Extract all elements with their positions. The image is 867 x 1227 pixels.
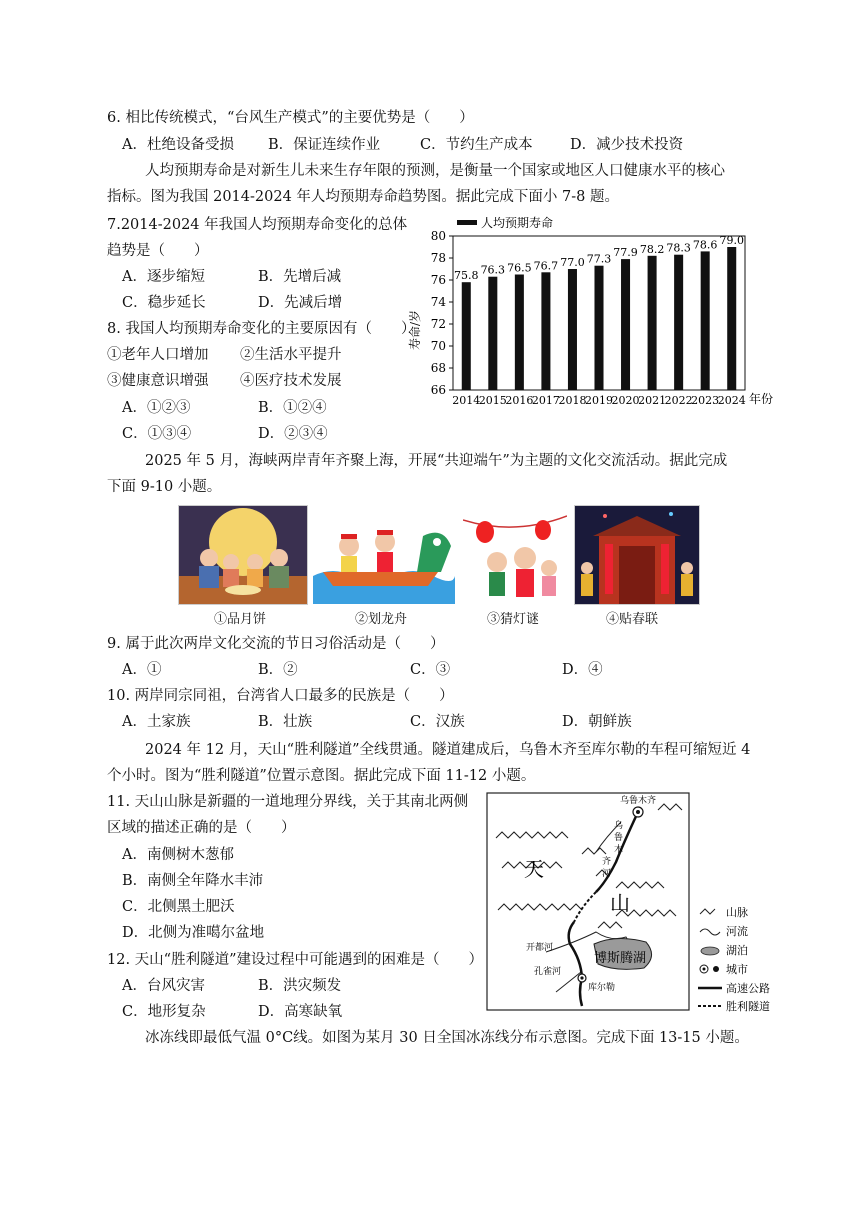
life-expectancy-bar-chart — [405, 212, 785, 412]
x-tick-label: 2014 — [452, 394, 481, 407]
q10-option-b: B．壮族 — [258, 714, 313, 730]
y-tick-label: 70 — [430, 339, 446, 353]
q9-option-c: C．③ — [410, 662, 451, 678]
q12-stem: 12. 天山“胜利隧道”建设过程中可能遇到的困难是（ ） — [107, 952, 483, 968]
q8-item-3: ③健康意识增强 — [107, 373, 209, 389]
q8-item-4: ④医疗技术发展 — [240, 373, 342, 389]
picture-caption-3: ③猜灯谜 — [487, 612, 540, 627]
q9-option-b: B．② — [258, 662, 298, 678]
q11-option-a: A．南侧树木葱郁 — [122, 847, 234, 863]
x-tick-label: 2021 — [638, 394, 667, 407]
q6-stem: 6. 相比传统模式，“台风生产模式”的主要优势是（ ） — [107, 110, 474, 126]
bar-data-label: 76.5 — [507, 261, 532, 275]
q8-option-a: A．①②③ — [122, 400, 191, 416]
bar-data-label: 77.0 — [560, 256, 585, 269]
picture-caption-4: ④贴春联 — [606, 612, 659, 627]
q9-option-a: A．① — [122, 662, 162, 678]
bar-data-label: 76.3 — [480, 263, 506, 277]
q12-option-c: C．地形复杂 — [122, 1004, 206, 1020]
bar-data-label: 75.8 — [454, 269, 479, 283]
map-mountain-char-tian: 天 — [524, 857, 544, 881]
picture-caption-2: ②划龙舟 — [355, 612, 408, 627]
map-mountain-char-shan: 山 — [610, 891, 630, 915]
y-tick-label: 78 — [430, 251, 446, 265]
intro-9-10-line1: 2025 年 5 月，海峡两岸青年齐聚上海，开展“共迎端午”为主题的文化交流活动。据此完成 — [145, 453, 728, 469]
q8-option-b: B．①②④ — [258, 400, 327, 416]
bar — [727, 247, 736, 390]
map-city-urumqi: 乌鲁木齐 — [620, 796, 657, 806]
q11-option-b: B．南侧全年降水丰沛 — [122, 873, 264, 889]
spring-couplet-picture — [574, 505, 700, 605]
x-tick-label: 2019 — [585, 394, 613, 407]
mooncake-picture — [178, 505, 308, 605]
q7-stem-line1: 7.2014-2024 年我国人均预期寿命变化的总体 — [107, 217, 408, 233]
bar-data-label: 77.9 — [613, 246, 638, 260]
q10-option-d: D．朝鲜族 — [562, 714, 632, 730]
lantern-riddle-picture — [462, 505, 568, 605]
dragon-boat-picture — [312, 505, 456, 605]
q8-item-1: ①老年人口增加 — [107, 347, 209, 363]
map-river-kaidu: 开都河 — [526, 943, 554, 953]
q10-option-c: C．汉族 — [410, 714, 465, 730]
map-river-char-3: 木 — [614, 845, 624, 855]
bar — [594, 266, 603, 390]
q8-stem: 8. 我国人均预期寿命变化的主要原因有（ ） — [107, 321, 416, 337]
y-tick-label: 74 — [430, 295, 446, 309]
bar — [488, 277, 497, 390]
intro-11-12-line2: 个小时。图为“胜利隧道”位置示意图。据此完成下面 11-12 小题。 — [107, 768, 536, 784]
legend-swatch — [457, 220, 477, 225]
map-river-char-1: 乌 — [614, 821, 624, 831]
bar-data-label: 77.3 — [586, 252, 612, 266]
y-axis-label: 寿命/岁 — [408, 309, 422, 351]
x-axis-label: 年份 — [749, 392, 774, 406]
q6-option-d: D．减少技术投资 — [570, 137, 684, 153]
q8-option-d: D．②③④ — [258, 426, 328, 442]
x-tick-label: 2020 — [611, 394, 640, 407]
q6-option-a: A．杜绝设备受损 — [122, 137, 234, 153]
q8-item-2: ②生活水平提升 — [240, 347, 342, 363]
q11-option-d: D．北侧为准噶尔盆地 — [122, 925, 265, 941]
bar — [541, 272, 550, 390]
victory-tunnel-map — [486, 792, 778, 1014]
bar — [674, 255, 683, 390]
q11-stem-line1: 11. 天山山脉是新疆的一道地理分界线，关于其南北两侧 — [107, 794, 469, 810]
q12-option-d: D．高寒缺氧 — [258, 1004, 343, 1020]
bar — [701, 251, 710, 390]
x-tick-label: 2022 — [664, 394, 693, 407]
q11-stem-line2: 区域的描述正确的是（ ） — [107, 820, 296, 836]
q10-option-a: A．土家族 — [122, 714, 191, 730]
bar-data-label: 78.3 — [666, 241, 691, 255]
q11-option-c: C．北侧黑土肥沃 — [122, 899, 235, 915]
intro-7-8-line2: 指标。图为我国 2014-2024 年人均预期寿命趋势图。据此完成下面小 7-8 题。 — [107, 189, 619, 205]
legend-city: 城市 — [726, 963, 748, 976]
q7-option-d: D．先减后增 — [258, 295, 343, 311]
bar-data-label: 78.6 — [692, 238, 718, 252]
legend-tunnel: 胜利隧道 — [726, 1000, 770, 1013]
bar — [648, 256, 657, 390]
q7-stem-line2: 趋势是（ ） — [107, 243, 209, 259]
map-city-korla: 库尔勒 — [588, 983, 616, 993]
map-lake-bosten: 博斯腾湖 — [594, 951, 647, 966]
bar — [568, 269, 577, 390]
legend-highway: 高速公路 — [726, 982, 770, 995]
q8-option-c: C．①③④ — [122, 426, 192, 442]
bar — [462, 282, 471, 390]
x-tick-label: 2015 — [478, 394, 507, 407]
picture-caption-1: ①品月饼 — [214, 612, 267, 627]
bar — [515, 275, 524, 391]
legend-river: 河流 — [726, 925, 748, 938]
map-river-char-5: 河 — [602, 869, 612, 879]
legend-label: 人均预期寿命 — [481, 216, 554, 230]
bar-data-label: 79.0 — [719, 234, 744, 247]
intro-11-12-line1: 2024 年 12 月，天山“胜利隧道”全线贯通。隧道建成后，乌鲁木齐至库尔勒的车程可缩短近 4 — [145, 742, 751, 758]
y-tick-label: 66 — [430, 383, 446, 397]
q6-option-c: C．节约生产成本 — [420, 137, 533, 153]
x-tick-label: 2023 — [691, 394, 720, 407]
map-river-char-4: 齐 — [602, 857, 612, 867]
y-tick-label: 80 — [430, 229, 446, 243]
map-river-kongque: 孔雀河 — [534, 967, 562, 977]
y-tick-label: 72 — [430, 317, 446, 331]
q6-option-b: B．保证连续作业 — [268, 137, 381, 153]
map-legend — [698, 906, 770, 1013]
q10-stem: 10. 两岸同宗同祖，台湾省人口最多的民族是（ ） — [107, 688, 454, 704]
q12-option-b: B．洪灾频发 — [258, 978, 342, 994]
q9-stem: 9. 属于此次两岸文化交流的节日习俗活动是（ ） — [107, 636, 445, 652]
legend-lake: 湖泊 — [726, 944, 748, 957]
x-tick-label: 2018 — [558, 394, 587, 407]
bar-data-label: 76.7 — [533, 259, 559, 273]
intro-13-15-line1: 冰冻线即最低气温 0°C线。如图为某月 30 日全国冰冻线分布示意图。完成下面 13-15 小题。 — [145, 1030, 749, 1046]
legend-mountain: 山脉 — [726, 906, 748, 919]
x-tick-label: 2017 — [531, 394, 560, 407]
x-tick-label: 2016 — [505, 394, 534, 407]
q9-option-d: D．④ — [562, 662, 603, 678]
bar — [621, 259, 630, 390]
bar-data-label: 78.2 — [639, 242, 665, 256]
y-tick-label: 76 — [430, 273, 446, 287]
intro-7-8-line1: 人均预期寿命是对新生儿未来生存年限的预测，是衡量一个国家或地区人口健康水平的核心 — [145, 163, 725, 179]
q7-option-a: A．逐步缩短 — [122, 269, 205, 285]
x-tick-label: 2024 — [717, 394, 746, 407]
q7-option-c: C．稳步延长 — [122, 295, 206, 311]
q12-option-a: A．台风灾害 — [122, 978, 205, 994]
map-river-char-2: 鲁 — [614, 833, 624, 843]
intro-9-10-line2: 下面 9-10 小题。 — [107, 479, 222, 495]
y-tick-label: 68 — [430, 361, 446, 375]
q7-option-b: B．先增后减 — [258, 269, 342, 285]
